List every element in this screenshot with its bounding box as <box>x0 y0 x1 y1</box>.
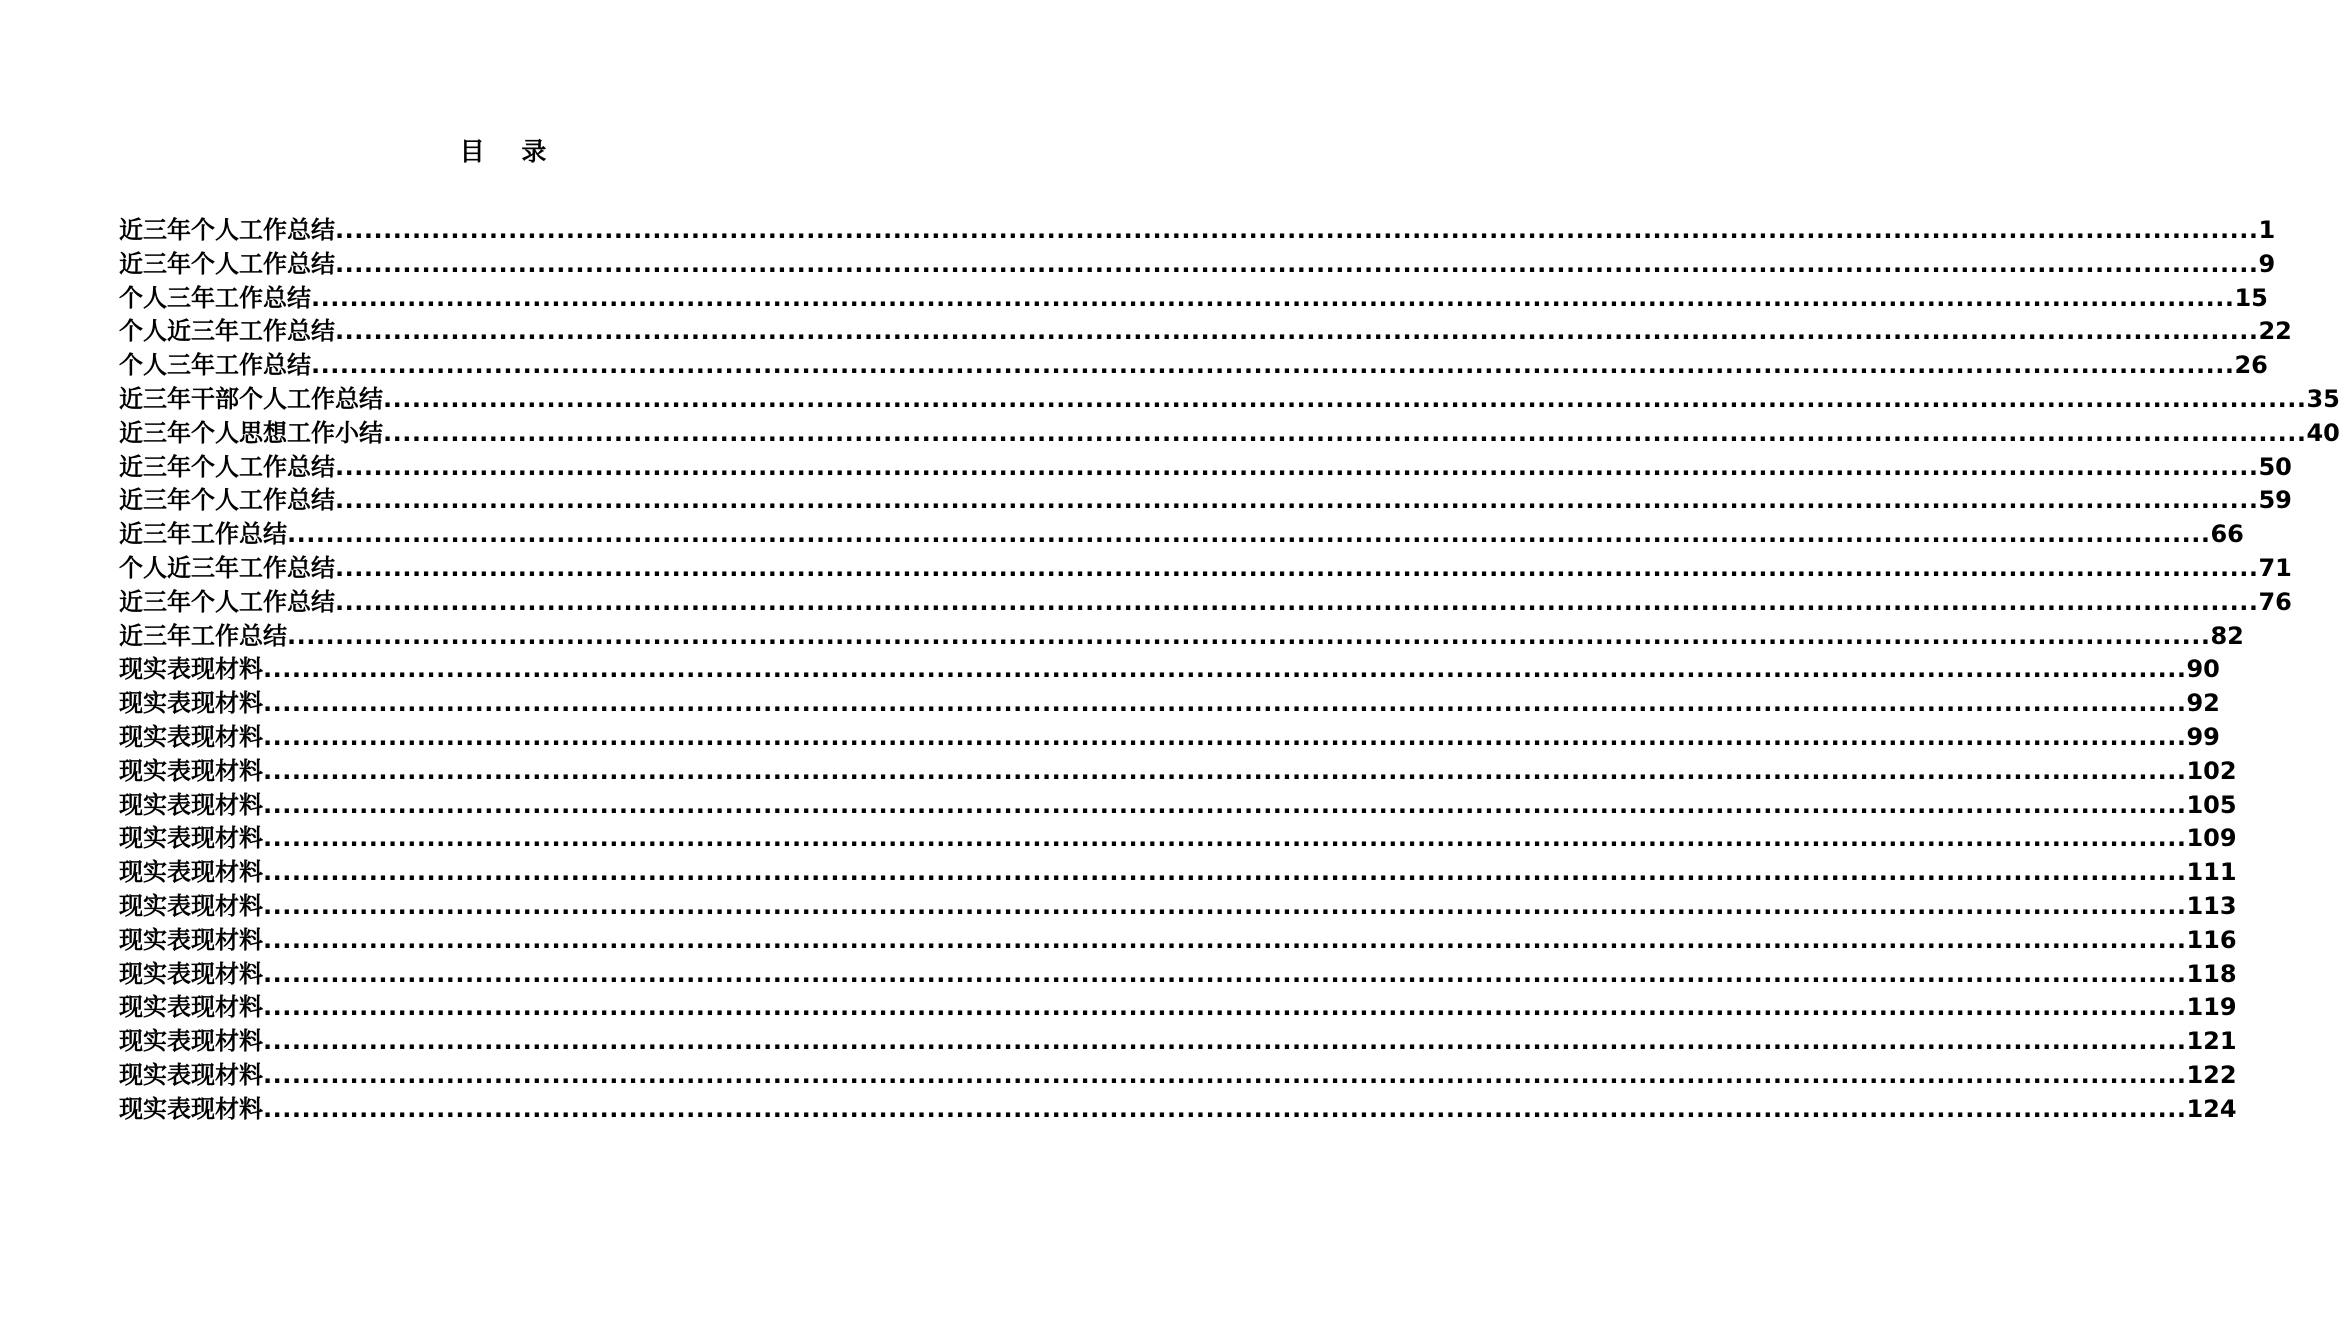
toc-entry-title: 近三年工作总结 <box>119 520 287 549</box>
toc-dot-leader: ........................................................................................................................................................................................................ <box>383 384 2307 413</box>
toc-entry-title: 现实表现材料 <box>119 689 263 718</box>
toc-entry[interactable] <box>119 282 2268 316</box>
toc-entry-title: 个人三年工作总结 <box>119 283 311 312</box>
toc-entry[interactable] <box>119 890 2237 924</box>
toc-entry-title: 现实表现材料 <box>119 925 263 954</box>
toc-dot-leader: ........................................................................................................................................................................................................ <box>335 553 2259 582</box>
toc-entry-title: 近三年个人思想工作小结 <box>119 418 383 447</box>
toc-entry-page-number: 119 <box>2186 993 2237 1022</box>
toc-entry[interactable] <box>119 451 2292 485</box>
toc-entry-page-number: 118 <box>2186 959 2237 988</box>
toc-entry[interactable] <box>119 991 2237 1025</box>
toc-entry-title: 个人近三年工作总结 <box>119 317 335 346</box>
toc-entry-page-number: 99 <box>2186 722 2220 751</box>
toc-entry-page-number: 92 <box>2186 689 2220 718</box>
toc-entry-page-number: 124 <box>2186 1094 2237 1123</box>
toc-dot-leader: ........................................................................................................................................................................................................ <box>311 283 2235 312</box>
toc-dot-leader: ........................................................................................................................................................................................................ <box>263 1060 2187 1089</box>
toc-dot-leader: ........................................................................................................................................................................................................ <box>335 249 2259 278</box>
toc-entry-page-number: 22 <box>2258 317 2292 346</box>
toc-entry-title: 近三年个人工作总结 <box>119 216 335 244</box>
toc-entry-title: 现实表现材料 <box>119 959 263 988</box>
toc-entry-page-number: 9 <box>2258 249 2276 278</box>
toc-title: 目 录 <box>459 137 561 166</box>
toc-dot-leader: ........................................................................................................................................................................................................ <box>287 520 2211 549</box>
toc-dot-leader: ........................................................................................................................................................................................................ <box>263 1094 2187 1123</box>
toc-dot-leader: ........................................................................................................................................................................................................ <box>383 418 2307 447</box>
toc-entry-title: 现实表现材料 <box>119 891 263 920</box>
toc-entry[interactable] <box>119 789 2237 823</box>
toc-entry-title: 现实表现材料 <box>119 1060 263 1089</box>
toc-entry-title: 现实表现材料 <box>119 722 263 751</box>
toc-dot-leader: ........................................................................................................................................................................................................ <box>263 722 2187 751</box>
toc-entry[interactable] <box>119 856 2237 890</box>
toc-entry-page-number: 102 <box>2186 756 2237 785</box>
toc-entry-title: 个人近三年工作总结 <box>119 553 335 582</box>
toc-dot-leader: ........................................................................................................................................................................................................ <box>263 858 2187 887</box>
toc-entry-title: 近三年个人工作总结 <box>119 452 335 481</box>
toc-entry[interactable] <box>119 417 2340 451</box>
toc-entry-title: 个人三年工作总结 <box>119 351 311 380</box>
toc-entry[interactable] <box>119 653 2220 687</box>
toc-entry[interactable] <box>119 1059 2237 1093</box>
toc-entry-page-number: 76 <box>2258 587 2292 616</box>
toc-entry-title: 近三年干部个人工作总结 <box>119 384 383 413</box>
toc-dot-leader: ........................................................................................................................................................................................................ <box>263 959 2187 988</box>
toc-entry-page-number: 66 <box>2210 520 2244 549</box>
toc-entry[interactable] <box>119 248 2276 282</box>
toc-dot-leader: ........................................................................................................................................................................................................ <box>263 756 2187 785</box>
toc-entry-page-number: 105 <box>2186 790 2237 819</box>
toc-entry[interactable] <box>119 315 2292 349</box>
toc-dot-leader: ........................................................................................................................................................................................................ <box>263 655 2187 684</box>
toc-dot-leader: ........................................................................................................................................................................................................ <box>263 925 2187 954</box>
toc-dot-leader: ........................................................................................................................................................................................................ <box>335 486 2259 515</box>
toc-entry[interactable] <box>119 552 2292 586</box>
toc-entry-page-number: 113 <box>2186 891 2237 920</box>
toc-entry[interactable] <box>119 484 2292 518</box>
toc-dot-leader: ........................................................................................................................................................................................................ <box>335 317 2259 346</box>
toc-entry-page-number: 111 <box>2186 858 2237 887</box>
toc-entry-title: 现实表现材料 <box>119 1027 263 1056</box>
toc-entry[interactable] <box>119 1093 2237 1127</box>
toc-dot-leader: ........................................................................................................................................................................................................ <box>263 993 2187 1022</box>
toc-entry-title: 现实表现材料 <box>119 824 263 853</box>
toc-entry-page-number: 15 <box>2234 283 2268 312</box>
toc-dot-leader: ........................................................................................................................................................................................................ <box>263 689 2187 718</box>
toc-entry[interactable] <box>119 755 2237 789</box>
toc-dot-leader: ........................................................................................................................................................................................................ <box>263 824 2187 853</box>
toc-entry[interactable] <box>119 518 2244 552</box>
toc-entry[interactable] <box>119 1025 2237 1059</box>
toc-entry-title: 现实表现材料 <box>119 655 263 684</box>
toc-entry-title: 现实表现材料 <box>119 756 263 785</box>
toc-entry[interactable] <box>119 620 2244 654</box>
toc-dot-leader: ........................................................................................................................................................................................................ <box>335 587 2259 616</box>
toc-entry-page-number: 121 <box>2186 1027 2237 1056</box>
toc-entry-page-number: 1 <box>2258 216 2276 244</box>
toc-entry-page-number: 40 <box>2306 418 2340 447</box>
toc-dot-leader: ........................................................................................................................................................................................................ <box>263 1027 2187 1056</box>
toc-entry-title: 现实表现材料 <box>119 858 263 887</box>
toc-entry[interactable] <box>119 586 2292 620</box>
toc-entry-page-number: 59 <box>2258 486 2292 515</box>
toc-entry-title: 现实表现材料 <box>119 790 263 819</box>
toc-entry-page-number: 50 <box>2258 452 2292 481</box>
toc-entry-page-number: 109 <box>2186 824 2237 853</box>
toc-entry[interactable] <box>119 214 2276 248</box>
toc-entry-title: 近三年个人工作总结 <box>119 486 335 515</box>
toc-dot-leader: ........................................................................................................................................................................................................ <box>311 351 2235 380</box>
toc-entry-page-number: 35 <box>2306 384 2340 413</box>
toc-list <box>119 214 2340 1127</box>
toc-entry[interactable] <box>119 721 2220 755</box>
toc-dot-leader: ........................................................................................................................................................................................................ <box>287 621 2211 650</box>
toc-entry-title: 现实表现材料 <box>119 1094 263 1123</box>
toc-entry[interactable] <box>119 383 2340 417</box>
toc-dot-leader: ........................................................................................................................................................................................................ <box>335 452 2259 481</box>
toc-entry[interactable] <box>119 924 2237 958</box>
toc-entry-page-number: 71 <box>2258 553 2292 582</box>
toc-entry-page-number: 82 <box>2210 621 2244 650</box>
toc-dot-leader: ........................................................................................................................................................................................................ <box>263 790 2187 819</box>
toc-entry-page-number: 90 <box>2186 655 2220 684</box>
toc-entry-title: 近三年个人工作总结 <box>119 587 335 616</box>
toc-entry-page-number: 116 <box>2186 925 2237 954</box>
toc-entry-page-number: 122 <box>2186 1060 2237 1089</box>
toc-dot-leader: ........................................................................................................................................................................................................ <box>335 216 2259 244</box>
toc-entry-title: 近三年个人工作总结 <box>119 249 335 278</box>
toc-entry-title: 近三年工作总结 <box>119 621 287 650</box>
toc-entry[interactable] <box>119 958 2237 992</box>
toc-dot-leader: ........................................................................................................................................................................................................ <box>263 891 2187 920</box>
toc-entry[interactable] <box>119 349 2268 383</box>
toc-entry-page-number: 26 <box>2234 351 2268 380</box>
toc-entry[interactable] <box>119 822 2237 856</box>
toc-entry[interactable] <box>119 687 2220 721</box>
toc-entry-title: 现实表现材料 <box>119 993 263 1022</box>
